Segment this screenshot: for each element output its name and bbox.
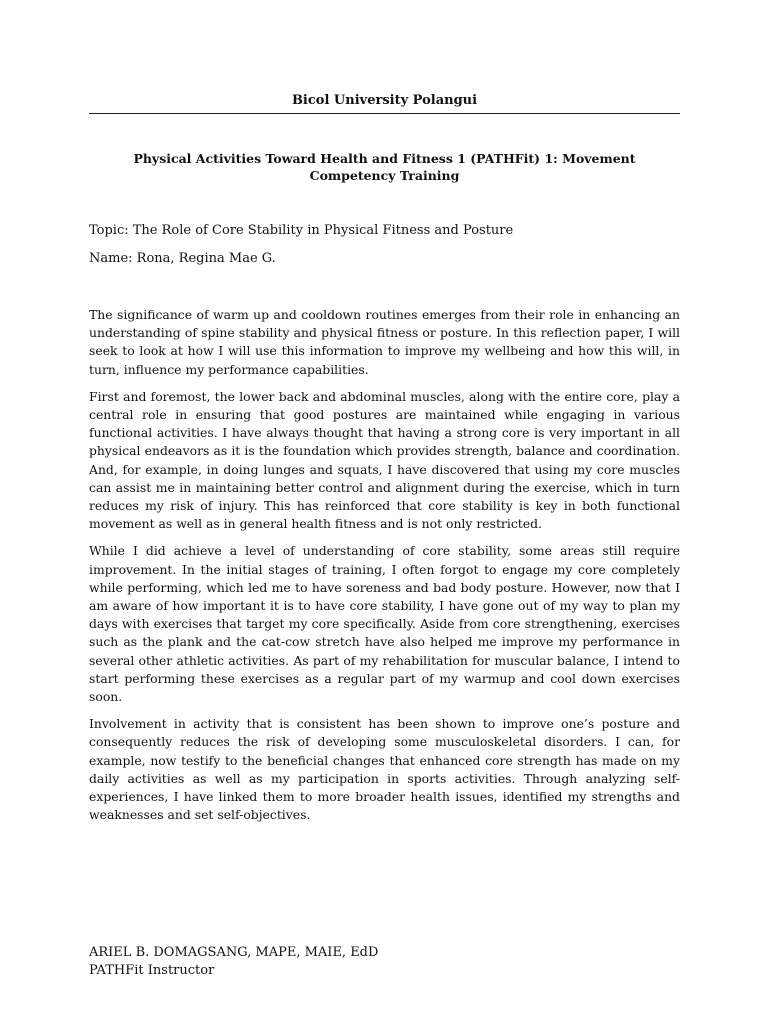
instructor-name: ARIEL B. DOMAGSANG, MAPE, MAIE, EdD	[89, 945, 379, 960]
paragraph-2: First and foremost, the lower back and abdominal muscles, along with the entire core, play a central role in ensuring that good postures are maintained while engaging in various functional activities. I have always thought that having a strong core is very important in all physical endeavors as it is the foundation which provides strength, balance and coordination. And, for example, in doing lunges and squats, I have discovered that using my core muscles can assist me in maintaining better control and alignment during the exercise, which in turn reduces my risk of injury. This has reinforced that core stability is key in both functional movement as well as in general health fitness and is not only restricted.	[89, 388, 680, 532]
topic-line: Topic: The Role of Core Stability in Physical Fitness and Posture	[89, 223, 514, 238]
signature-block	[89, 944, 680, 979]
paragraph-3: While I did achieve a level of understanding of core stability, some areas still require improvement. In the initial stages of training, I often forgot to engage my core completely while performing, which led me to have soreness and bad body posture. However, now that I am aware of how important it is to have core stability, I have gone out of my way to plan my days with exercises that target my core specifically. Aside from core strengthening, exercises such as the plank and the cat-cow stretch have also helped me improve my performance in several other athletic activities. As part of my rehabilitation for muscular balance, I intend to start performing these exercises as a regular part of my warmup and cool down exercises soon.	[89, 543, 680, 705]
instructor-role: PATHFit Instructor	[89, 962, 215, 978]
header-divider	[89, 113, 680, 114]
paragraph-1: The significance of warm up and cooldown routines emerges from their role in enhancing an understanding of spine stability and physical fitness or posture. In this reflection paper, I will seek to look at how I will use this information to improve my wellbeing and how this will, in turn, influence my performance capabilities.	[89, 307, 680, 377]
reflection-body	[89, 306, 680, 833]
student-name-line: Name: Rona, Regina Mae G.	[89, 251, 276, 266]
institution-heading: Bicol University Polangui	[291, 93, 478, 108]
paragraph-4: Involvement in activity that is consistent has been shown to improve one’s posture and consequently reduces the risk of developing some musculoskeletal disorders. I can, for example, now testify to the beneficial changes that enhanced core strength has made on my daily activities as well as my participation in sports activities. Through analyzing self-experiences, I have linked them to more broader health issues, identified my strengths and weaknesses and set self-objectives.	[89, 716, 680, 823]
course-title: Physical Activities Toward Health and Fitness 1 (PATHFit) 1: Movement Competency Training	[133, 151, 636, 183]
